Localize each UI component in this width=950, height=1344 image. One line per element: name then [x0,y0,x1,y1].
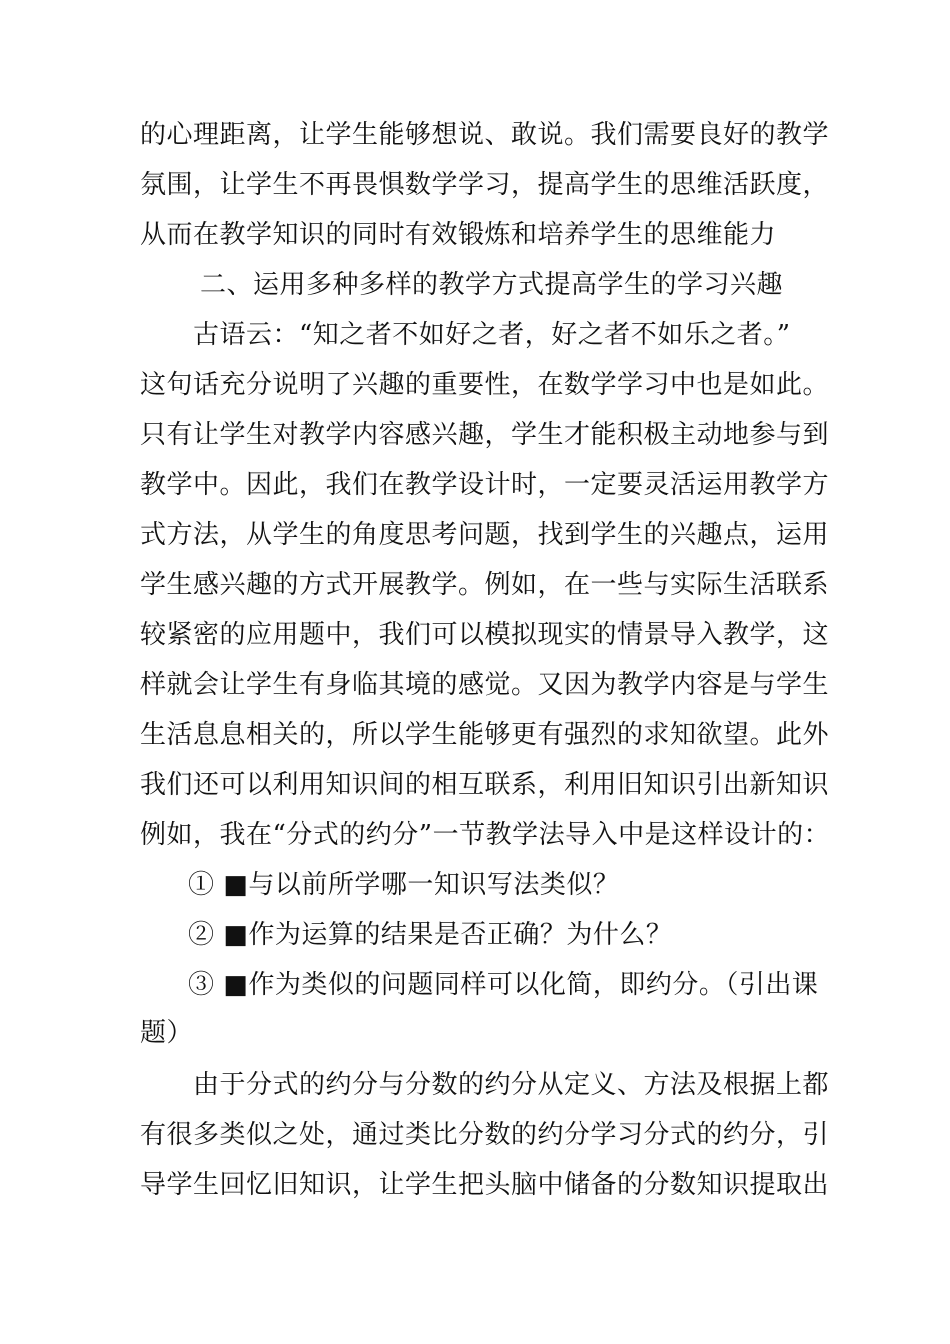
section-heading: 二、运用多种多样的教学方式提高学生的学习兴趣 [200,270,784,300]
paragraph-line: 由于分式的约分与分数的约分从定义、方法及根据上都 [193,1070,830,1100]
paragraph-line: 氛围，让学生不再畏惧数学学习，提高学生的思维活跃度， [140,170,830,200]
paragraph-line: 这句话充分说明了兴趣的重要性，在数学学习中也是如此。 [140,370,830,400]
paragraph-line: 教学中。因此，我们在教学设计时，一定要灵活运用教学方 [140,470,830,500]
paragraph-line: 生活息息相关的，所以学生能够更有强烈的求知欲望。此外 [140,720,830,750]
paragraph-line: 学生感兴趣的方式开展教学。例如，在一些与实际生活联系 [140,570,830,600]
paragraph-line: 有很多类似之处，通过类比分数的约分学习分式的约分，引 [140,1120,830,1150]
paragraph-line: 导学生回忆旧知识，让学生把头脑中储备的分数知识提取出 [140,1170,830,1200]
paragraph-line: 只有让学生对教学内容感兴趣，学生才能积极主动地参与到 [140,420,830,450]
paragraph-line: 我们还可以利用知识间的相互联系，利用旧知识引出新知识 [140,770,830,800]
paragraph-line: 式方法，从学生的角度思考问题，找到学生的兴趣点，运用 [140,520,830,550]
list-item: ① ■与以前所学哪一知识写法类似？ [188,870,620,900]
list-item: ③ ■作为类似的问题同样可以化简，即约分。（引出课 [188,970,819,1000]
paragraph-line: 题） [140,1018,194,1048]
paragraph-line: 的心理距离，让学生能够想说、敢说。我们需要良好的教学 [140,120,830,150]
paragraph-line: 样就会让学生有身临其境的感觉。又因为教学内容是与学生 [140,670,830,700]
paragraph-line: 例如，我在“分式的约分”一节教学法导入中是这样设计的： [140,820,831,850]
paragraph-line: 较紧密的应用题中，我们可以模拟现实的情景导入教学，这 [140,620,830,650]
list-item: ② ■作为运算的结果是否正确？为什么？ [188,920,673,950]
paragraph-line: 古语云：“知之者不如好之者，好之者不如乐之者。” [193,320,791,350]
paragraph-line: 从而在教学知识的同时有效锻炼和培养学生的思维能力 [140,220,777,250]
